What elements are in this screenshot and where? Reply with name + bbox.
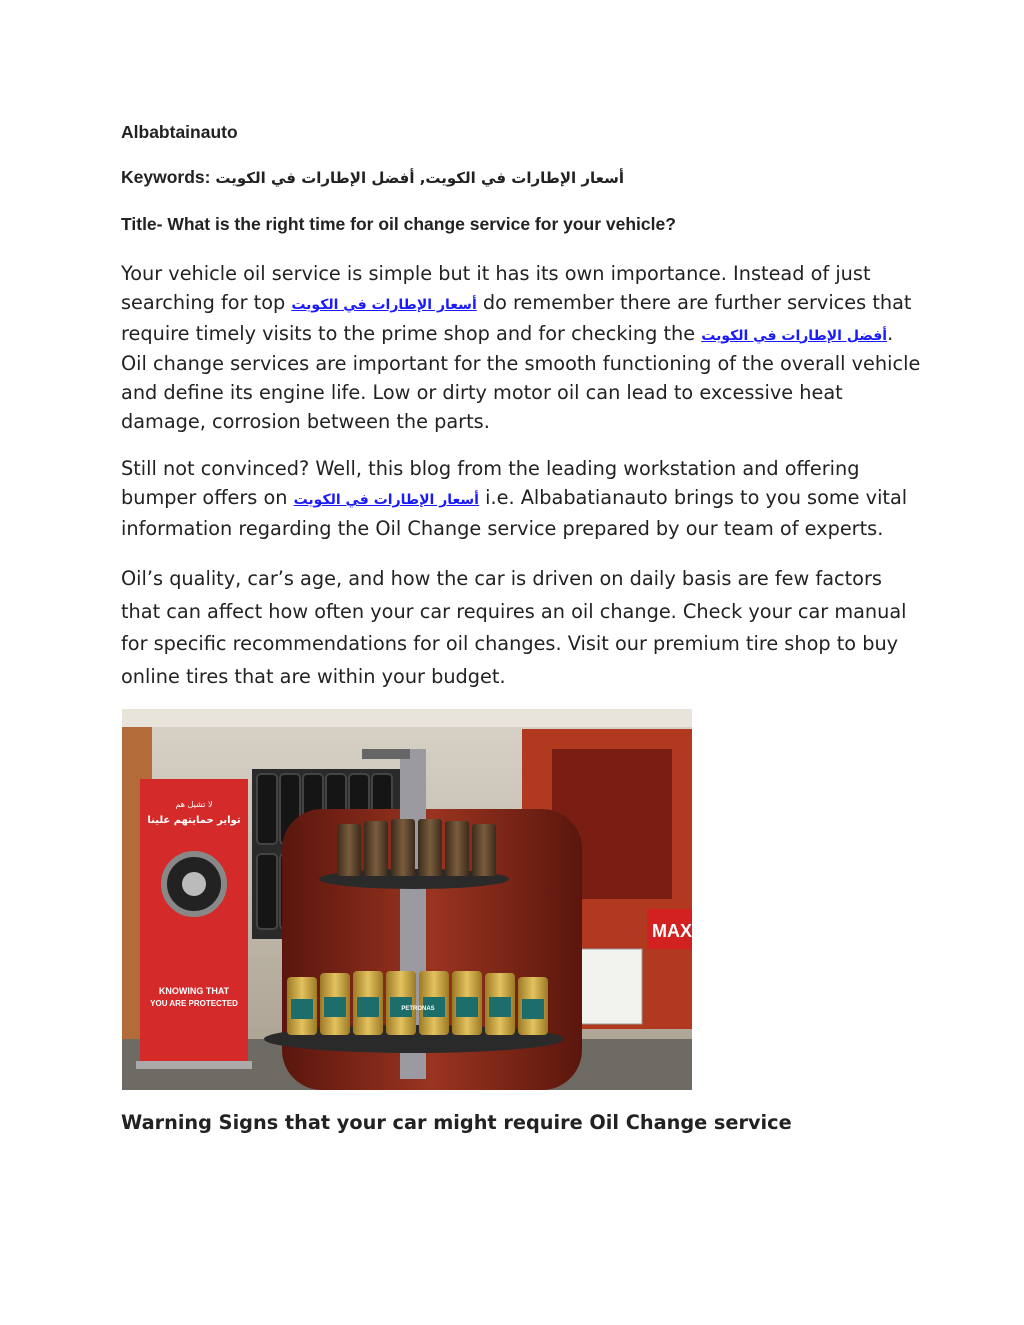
- site-name: Albabtainauto: [121, 122, 238, 142]
- photo-banner-line2: تواير حمايتهم علينا: [147, 815, 241, 826]
- tire-prices-link-2[interactable]: أسعار الإطارات في الكويت: [293, 491, 479, 508]
- photo-banner-line3: KNOWING THAT: [158, 986, 230, 996]
- paragraph-intro-text-3: . Oil change services are important for the smooth functioning of the overall vehicle and define its engine life. Low or dirty motor oil can lead to excessive heat damage, corrosion between the parts.: [121, 321, 921, 433]
- article-title: Title- What is the right time for oil change service for your vehicle?: [121, 214, 676, 234]
- photo-shelf-brand: PETRONAS: [401, 1006, 435, 1012]
- tire-prices-link[interactable]: أسعار الإطارات في الكويت: [291, 296, 477, 313]
- paragraph-factors: Oil’s quality, car’s age, and how the car is driven on daily basis are few factors that can affect how often your car requires an oil change. Check your car manual for specific recommendations for oil changes. Visit our premium tire shop to buy online tires that are within your budget.: [121, 567, 907, 688]
- oil-display-photo: [122, 709, 692, 1090]
- photo-display-top: [362, 749, 410, 759]
- keywords-line: [121, 167, 624, 188]
- paragraph-intro-text-2: do remember there are further services that require timely visits to the prime shop and for checking the: [121, 290, 912, 345]
- paragraph-convinced: [121, 455, 921, 543]
- keywords-values: أسعار الإطارات في الكويت, أفضل الإطارات في الكويت: [215, 169, 625, 187]
- photo-banner-stand: [136, 1061, 252, 1069]
- keywords-label: Keywords:: [121, 167, 211, 187]
- photo-banner-line4: YOU ARE PROTECTED: [150, 999, 238, 1008]
- photo-max-sign-text: MAX: [652, 921, 692, 941]
- photo-banner-line1: لا تشيل هم: [175, 800, 213, 809]
- warning-heading: Warning Signs that your car might require Oil Change service: [121, 1111, 792, 1134]
- photo-ceiling: [122, 709, 692, 727]
- best-tires-link[interactable]: أفضل الإطارات في الكويت: [701, 327, 888, 344]
- paragraph-convinced-text-2: i.e. Albabatianauto brings to you some vital information regarding the Oil Change service prepared by our team of experts.: [121, 485, 908, 540]
- paragraph-convinced-text-1: Still not convinced? Well, this blog from the leading workstation and offering bumper offers on: [121, 457, 860, 509]
- paragraph-intro: [121, 260, 921, 437]
- paragraph-intro-text-1: Your vehicle oil service is simple but it has its own importance. Instead of just searching for top: [121, 262, 871, 314]
